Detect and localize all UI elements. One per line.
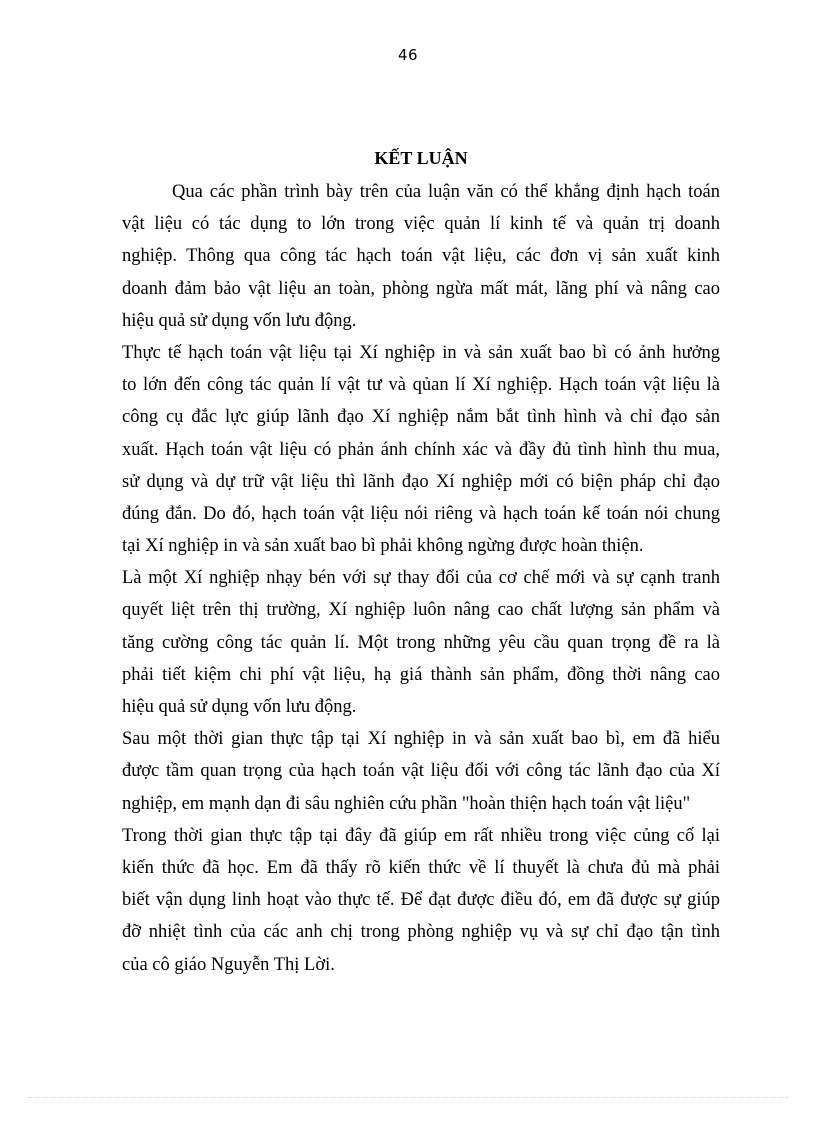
page-title: KẾT LUẬN xyxy=(374,148,468,168)
text-line: quyết liệt trên thị trường, Xí nghiệp luôn nâng cao chất lượng sản phẩm và xyxy=(122,600,720,621)
text-line: hiệu quả sử dụng vốn lưu động. xyxy=(122,310,357,331)
page-number: 46 xyxy=(397,46,419,64)
text-line: tăng cường công tác quản lí. Một trong những yêu cầu quan trọng đề ra là xyxy=(122,632,720,653)
page-bottom-divider xyxy=(28,1097,788,1098)
text-line: to lớn đến công tác quản lí vật tư và qủan lí Xí nghiệp. Hạch toán vật liệu là xyxy=(122,375,720,396)
text-line: hiệu quả sử dụng vốn lưu động. xyxy=(122,697,357,717)
text-line: biết vận dụng linh hoạt vào thực tế. Để đạt được điều đó, em đã được sự giúp xyxy=(122,890,720,911)
text-line: nghiệp, em mạnh dạn đi sâu nghiên cứu phần "hoàn thiện hạch toán vật liệu" xyxy=(122,793,691,814)
text-line: tại Xí nghiệp in và sản xuất bao bì phải không ngừng được hoàn thiện. xyxy=(122,536,644,557)
text-line: xuất. Hạch toán vật liệu có phản ánh chính xác và đầy đủ tình hình thu mua, xyxy=(122,439,720,460)
text-line: đúng đắn. Do đó, hạch toán vật liệu nói riêng và hạch toán kế toán nói chung xyxy=(122,503,720,524)
text-line: Là một Xí nghiệp nhạy bén với sự thay đổi của cơ chế mới và sự cạnh tranh xyxy=(122,568,720,589)
text-line: kiến thức đã học. Em đã thấy rõ kiến thức về lí thuyết là chưa đủ mà phải xyxy=(122,857,720,878)
text-line: vật liệu có tác dụng to lớn trong việc quản lí kinh tế và quản trị doanh xyxy=(122,214,720,235)
text-line: phải tiết kiệm chi phí vật liệu, hạ giá thành sản phẩm, đồng thời nâng cao xyxy=(122,664,720,685)
text-line: Trong thời gian thực tập tại đây đã giúp em rất nhiều trong việc củng cố lại xyxy=(122,825,720,846)
text-line: nghiệp. Thông qua công tác hạch toán vật liệu, các đơn vị sản xuất kinh xyxy=(122,246,720,267)
text-line: đỡ nhiệt tình của các anh chị trong phòng nghiệp vụ và sự chỉ đạo tận tình xyxy=(122,922,720,943)
text-line: được tầm quan trọng của hạch toán vật liệu đối với công tác lãnh đạo của Xí xyxy=(122,761,720,782)
text-line: công cụ đắc lực giúp lãnh đạo Xí nghiệp nắm bắt tình hình và chỉ đạo sản xyxy=(122,407,720,428)
text-line: sử dụng và dự trữ vật liệu thì lãnh đạo Xí nghiệp mới có biện pháp chỉ đạo xyxy=(122,471,720,492)
body-text xyxy=(122,176,720,981)
text-line: Sau một thời gian thực tập tại Xí nghiệp in và sản xuất bao bì, em đã hiểu xyxy=(122,729,720,750)
text-line: doanh đảm bảo vật liệu an toàn, phòng ngừa mất mát, lãng phí và nâng cao xyxy=(122,278,720,299)
text-line: của cô giáo Nguyễn Thị Lời. xyxy=(122,954,335,975)
text-line: Thực tế hạch toán vật liệu tại Xí nghiệp in và sản xuất bao bì có ảnh hưởng xyxy=(122,342,720,363)
text-line: Qua các phần trình bày trên của luận văn có thể khẳng định hạch toán xyxy=(172,182,720,202)
